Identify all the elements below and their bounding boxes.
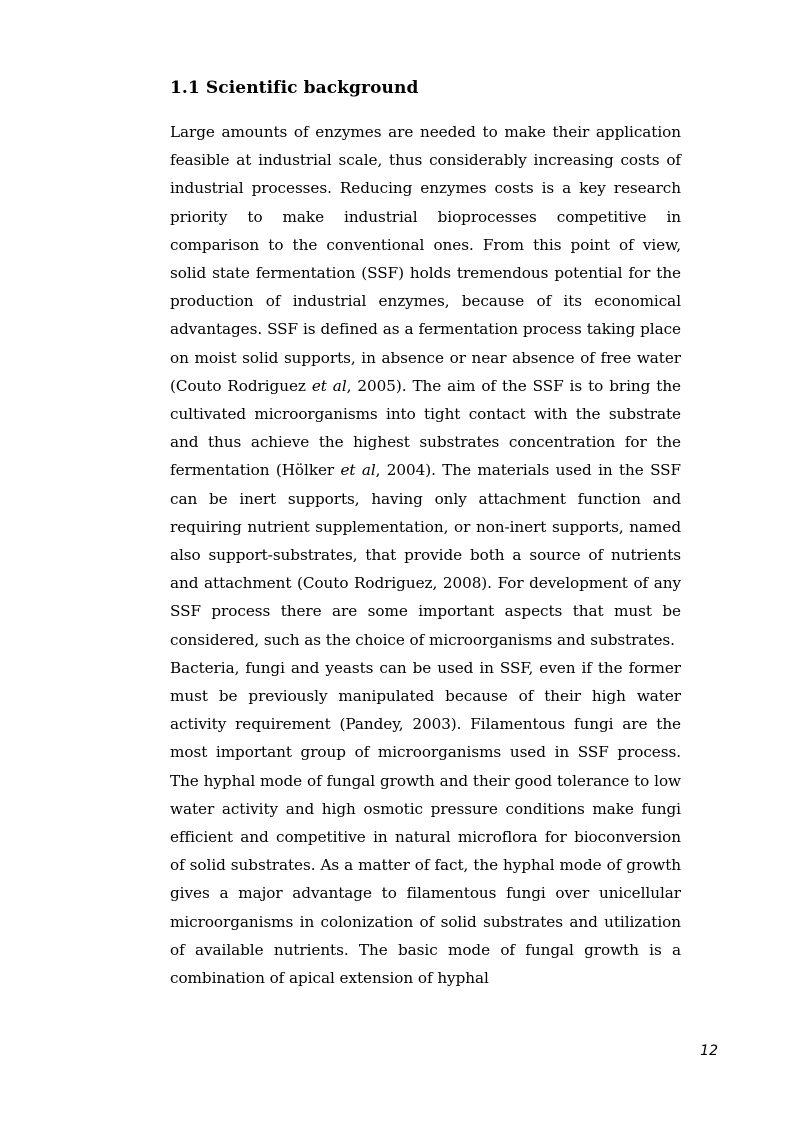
section-heading: 1.1 Scientific background	[170, 78, 419, 98]
paragraph-ssf-definition	[170, 118, 681, 654]
citation-et-al: et al	[340, 461, 376, 480]
page-number: 12	[700, 1043, 718, 1059]
paragraph-text: Large amounts of enzymes are needed to make their application feasible at industrial scale, thus considerably increasing costs of industrial processes. Reducing enzymes costs is a key research priority to make industrial bioprocesses competitive in comparison to the conventional ones. From this point of view, solid state fermentation (SSF) holds tremendous potential for the production of industrial enzymes, because of its economical advantages. SSF is defined as a fermentation process taking place on moist solid supports, in absence or near absence of free water (Couto Rodriguez	[170, 123, 681, 395]
page-body	[170, 76, 681, 992]
paragraph-text: Bacteria, fungi and yeasts can be used in SSF, even if the former must be previously manipulated because of their high water activity requirement (Pandey, 2003). Filamentous fungi are the most important group of microorganisms used in SSF process. The hyphal mode of fungal growth and their good tolerance to low water activity and high osmotic pressure conditions make fungi efficient and competitive in natural microflora for bioconversion of solid substrates. As a matter of fact, the hyphal mode of growth gives a major advantage to filamentous fungi over unicellular microorganisms in colonization of solid substrates and utilization of available nutrients. The basic mode of fungal growth is a combination of apical extension of hyphal	[170, 658, 681, 988]
citation-et-al: et al	[311, 376, 347, 395]
paragraph-microorganisms	[170, 654, 681, 992]
paragraph-text: , 2005). The aim of the SSF is to bring the cultivated microorganisms into tight contact with the substrate and thus achieve the highest substrates concentration for the fermentation (Hölker	[170, 376, 681, 480]
paragraph-text: , 2004). The materials used in the SSF can be inert supports, having only attachment function and requiring nutrient supplementation, or non-inert supports, named also support-substrates, that provide both a source of nutrients and attachment (Couto Rodriguez, 2008). For development of any SSF process there are some important aspects that must be considered, such as the choice of microorganisms and substrates.	[170, 461, 681, 649]
